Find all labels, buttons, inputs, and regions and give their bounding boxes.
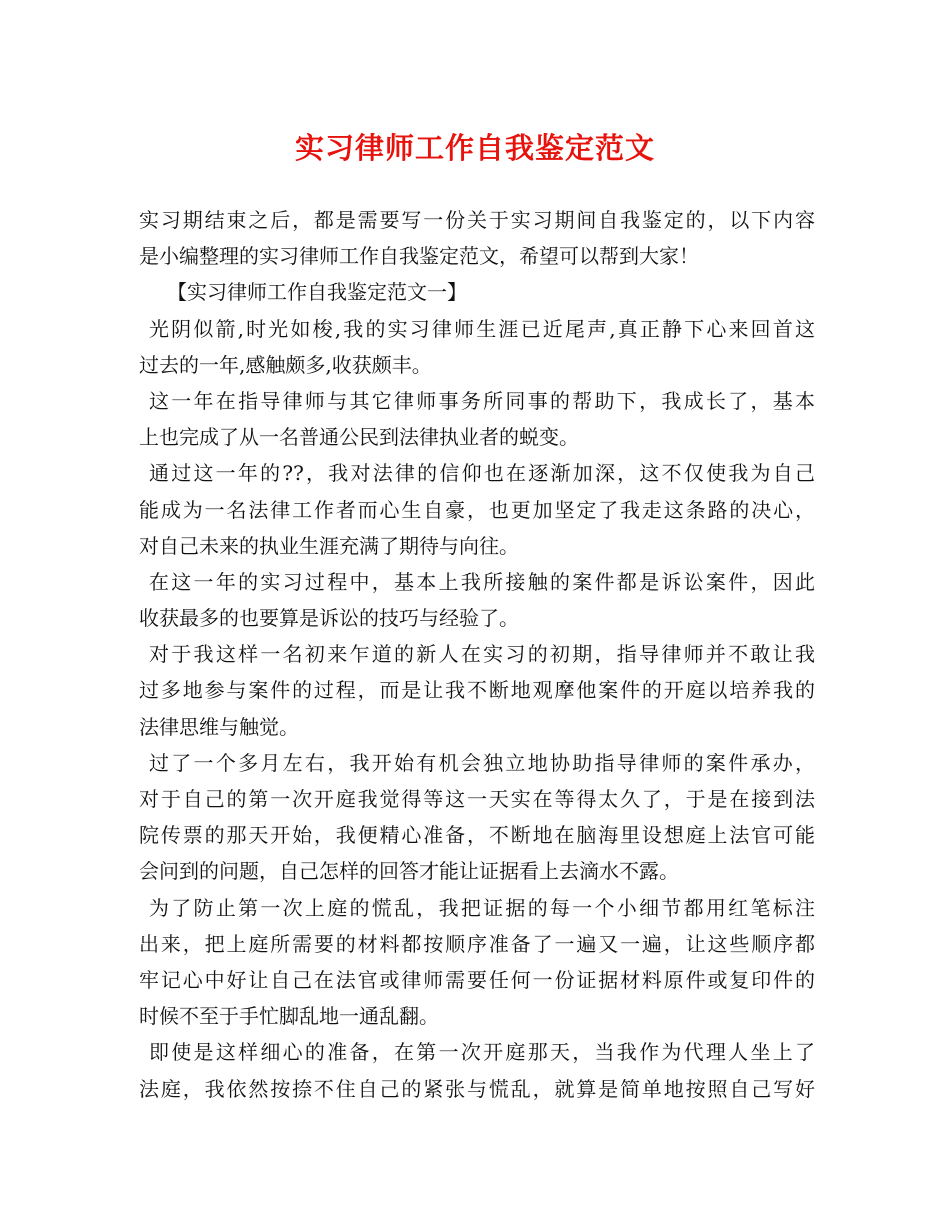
text-line: 会问到的问题，自己怎样的回答才能让证据看上去滴水不露。 (139, 859, 679, 884)
text-line: 能成为一名法律工作者而心生自豪，也更加坚定了我走这条路的决心， (139, 497, 815, 522)
text-line: 收获最多的也要算是诉讼的技巧与经验了。 (139, 606, 519, 631)
text-line: 在这一年的实习过程中，基本上我所接触的案件都是诉讼案件，因此 (149, 569, 815, 594)
text-line: 时候不至于手忙脚乱地一通乱翻。 (139, 1004, 439, 1029)
text-line: 是小编整理的实习律师工作自我鉴定范文，希望可以帮到大家！ (139, 244, 699, 269)
text-line: 牢记心中好让自己在法官或律师需要任何一份证据材料原件或复印件的 (139, 967, 815, 992)
text-line: 通过这一年的??，我对法律的信仰也在逐渐加深，这不仅使我为自己 (149, 461, 815, 486)
text-line: 对于我这样一名初来乍道的新人在实习的初期，指导律师并不敢让我 (149, 642, 815, 667)
text-line: 法庭，我依然按捺不住自己的紧张与慌乱，就算是简单地按照自己写好 (139, 1076, 815, 1101)
section-heading: 【实习律师工作自我鉴定范文一】 (167, 280, 467, 305)
text-line: 光阴似箭,时光如梭,我的实习律师生涯已近尾声,真正静下心来回首这 (149, 316, 815, 341)
text-line: 出来，把上庭所需要的材料都按顺序准备了一遍又一遍，让这些顺序都 (139, 931, 815, 956)
text-line: 这一年在指导律师与其它律师事务所同事的帮助下，我成长了，基本 (149, 388, 815, 413)
text-line: 为了防止第一次上庭的慌乱，我把证据的每一个小细节都用红笔标注 (149, 895, 815, 920)
text-line: 即使是这样细心的准备，在第一次开庭那天，当我作为代理人坐上了 (149, 1040, 815, 1065)
text-line: 对于自己的第一次开庭我觉得等这一天实在等得太久了，于是在接到法 (139, 787, 815, 811)
text-line: 实习期结束之后，都是需要写一份关于实习期间自我鉴定的，以下内容 (139, 208, 815, 232)
document-title: 实习律师工作自我鉴定范文 (294, 131, 655, 165)
text-line: 对自己未来的执业生涯充满了期待与向往。 (139, 533, 519, 558)
text-line: 过去的一年,感触颇多,收获颇丰。 (139, 352, 432, 377)
text-line: 过多地参与案件的过程，而是让我不断地观摩他案件的开庭以培养我的 (139, 678, 815, 703)
text-line: 上也完成了从一名普通公民到法律执业者的蜕变。 (139, 425, 579, 450)
text-line: 法律思维与触觉。 (139, 714, 299, 739)
text-line: 过了一个多月左右，我开始有机会独立地协助指导律师的案件承办， (149, 750, 815, 775)
text-line: 院传票的那天开始，我便精心准备，不断地在脑海里设想庭上法官可能 (139, 823, 815, 848)
document-body (139, 202, 815, 1107)
